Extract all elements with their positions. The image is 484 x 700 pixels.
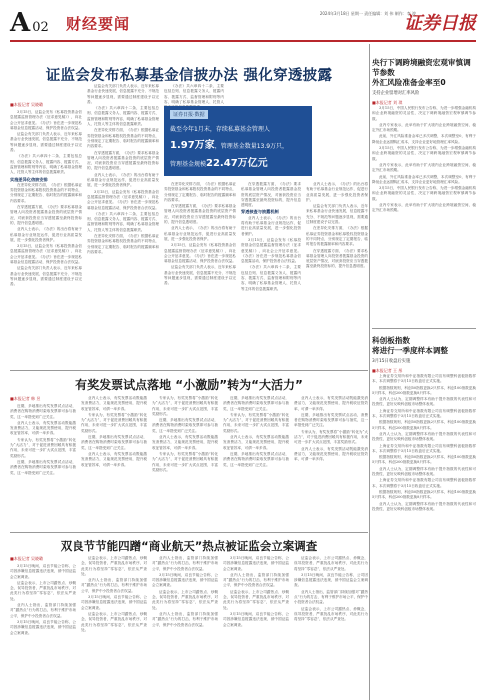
right-story-2-byline: ■本报记者 王 彤 bbox=[372, 368, 403, 373]
data-box-line-1: 截至今年1月末，存续私募基金管理人 bbox=[170, 126, 270, 133]
article-2-headline: 有奖发票试点落地 “小激励”转为“大活力” bbox=[75, 378, 303, 392]
right-story-1-byline: ■本报记者 刘 琪 bbox=[372, 100, 403, 105]
section-number: A 02 bbox=[10, 8, 49, 38]
lead-byline: ■本报记者 吴晓璐 bbox=[10, 102, 44, 107]
article-3-byline: ■本报记者 吴晓璐 bbox=[10, 556, 44, 561]
right-story-2 bbox=[372, 336, 476, 692]
right-story-1-body: 3月15日，中国人民银行发布公告称，为进一步增强金融机构和企业跨境融资的灵活性，决定下调跨境融资宏观审慎调节参数。 业内专家表示，此举有助于扩大境内企业跨境融资空间，稳定外汇市场预期。 此前，外汇风险准备金率已多次调整，本次调整至0，有利于降低企业远期购汇成本，支持企业更好地管理汇率风险。 3月15日，中国人民银行发布公告称，为进一步增强金融机构和企业跨境融资的灵活性，决定下调跨境融资宏观审慎调节参数。 业内专家表示，此举有助于扩大境内企业跨境融资空间，稳定外汇市场预期。 此前，外汇风险准备金率已多次调整，本次调整至0，有利于降低企业远期购汇成本，支持企业更好地管理汇率风险。 3月15日，中国人民银行发布公告称，为进一步增强金融机构和企业跨境融资的灵活性，决定下调跨境融资宏观审慎调节参数。 业内专家表示，此举有助于扩大境内企业跨境融资空间，稳定外汇市场预期。 bbox=[372, 106, 476, 213]
section-name: 财经要闻 bbox=[66, 15, 131, 33]
lead-column-3-top: 《办法》共六章四十二条，主要包括总则、信息披露义务人、披露内容、披露方式、监督管理和附则等内容，明确了私募基金管理人、托管人 bbox=[164, 84, 224, 104]
lead-column-3: 在差异化安排方面，《办法》根据私募证券投资基金和私募股权投资基金的不同特点，分别规定了定期报告、临时报告的披露频率和内容要求。 在穿透披露方面，《办法》要求私募基金管理人向投资者披露基金投资的底层资产情况，对嵌套投资应当穿透披露至最终投资标的，提升信息透明度。 业内人士表示，《办法》的出台将有助于私募基金行业规范运作，促进行业高质量发展，进一步强化投资者保护。 3月15日，证监会发布《私募投资基金信息披露监督管理办法（征求意见稿）》，向社会公开征求意见。《办法》旨在进一步规范私募基金信息披露活动，保护投资者合法权益。 证监会有关部门负责人表示，近年来私募基金行业快速发展，信息披露不充分、不规范等问题逐步显现，需要通过制度建设予以完善。 bbox=[164, 182, 236, 286]
right-story-2-note: 3月15日收盘后实施 bbox=[372, 359, 411, 364]
page-header bbox=[10, 8, 476, 42]
lead-subhead-1: 实施差异化信披安排 bbox=[10, 176, 48, 182]
publication-info: 2024年3月18日 星期一 责任编辑：刘 伟 制作：李 波 bbox=[319, 11, 416, 16]
right-story-1 bbox=[372, 58, 476, 318]
right-story-2-title: 科创板指数 bbox=[372, 336, 410, 345]
lead-article bbox=[10, 48, 368, 368]
right-story-1-subtitle: 外汇风险准备金率至0 bbox=[372, 78, 446, 87]
data-box-line-2: 1.97万家，管理基金数量13.9万只， bbox=[170, 140, 289, 151]
article-3-column-2: 证监会表示，上市公司蹭热点、炒概念，误导投资者，严重扰乱市场秩序，对此类行为将坚持“零容忍”，依法从严查处。 业内人士指出，监管部门持续加强对“蹭热点”行为的打击，有利于维护市场公平，保护中小投资者合法权益。 3月15日晚间，双良节能公告称，公司因涉嫌信息披露违法违规，被中国证监会立案调查。 证监会表示，上市公司蹭热点、炒概念，误导投资者，严重扰乱市场秩序，对此类行为将坚持“零容忍”，依法从严查处。 bbox=[81, 556, 147, 632]
article-3-column-4: 3月15日晚间，双良节能公告称，公司因涉嫌信息披露违法违规，被中国证监会立案调查。 业内人士指出，监管部门持续加强对“蹭热点”行为的打击，有利于维护市场公平，保护中小投资者合法权益。 证监会表示，上市公司蹭热点、炒概念，误导投资者，严重扰乱市场秩序，对此类行为将坚持“零容忍”，依法从严查处。 3月15日晚间，双良节能公告称，公司因涉嫌信息披露违法违规，被中国证监会立案调查。 bbox=[223, 556, 289, 627]
right-divider bbox=[372, 328, 476, 329]
column-divider bbox=[369, 44, 370, 700]
lead-column-5: 业内人士表示，《办法》的出台将有助于私募基金行业规范运作，促进行业高质量发展，进一步强化投资者保护。 证监会有关部门负责人表示，近年来私募基金行业快速发展，信息披露不充分、不规范等问题逐步显现，需要通过制度建设予以完善。 在差异化安排方面，《办法》根据私募证券投资基金和私募股权投资基金的不同特点，分别规定了定期报告、临时报告的披露频率和内容要求。 在穿透披露方面，《办法》要求私募基金管理人向投资者披露基金投资的底层资产情况，对嵌套投资应当穿透披露至最终投资标的，提升信息透明度。 bbox=[306, 182, 368, 269]
article-2-byline: ■本报记者 韩 昱 bbox=[10, 396, 41, 401]
article-2-column-5: 业内人士表示，有奖发票活动既能激发消费活力，又能规范发票使用，提升税收征管效率，可谓一举多得。 近期，多地推出有奖发票试点活动，消费者在购物消费时索取发票即可参与抽奖，这一举措受到广泛关注。 专家认为，有奖发票将“小激励”转化为“大活力”，对于促进消费回暖具有积极作用，未来可进一步扩大试点范围，丰富奖励形式。 业内人士表示，有奖发票活动既能激发消费活力，又能规范发票使用，提升税收征管效率，可谓一举多得。 bbox=[294, 396, 368, 462]
lead-column-2: 证监会有关部门负责人表示，近年来私募基金行业快速发展，信息披露不充分、不规范等问题逐步显现，需要通过制度建设予以完善。 《办法》共六章四十二条，主要包括总则、信息披露义务人、披露内容、披露方式、监督管理和附则等内容，明确了私募基金管理人、托管人等主体的信息披露职责。 在差异化安排方面，《办法》根据私募证券投资基金和私募股权投资基金的不同特点，分别规定了定期报告、临时报告的披露频率和内容要求。 在穿透披露方面，《办法》要求私募基金管理人向投资者披露基金投资的底层资产情况，对嵌套投资应当穿透披露至最终投资标的，提升信息透明度。 业内人士表示，《办法》的出台将有助于私募基金行业规范运作，促进行业高质量发展，进一步强化投资者保护。 3月15日，证监会发布《私募投资基金信息披露监督管理办法（征求意见稿）》，向社会公开征求意见。《办法》旨在进一步规范私募基金信息披露活动，保护投资者合法权益。 《办法》共六章四十二条，主要包括总则、信息披露义务人、披露内容、披露方式、监督管理和附则等内容，明确了私募基金管理人、托管人等主体的信息披露职责。 在差异化安排方面，《办法》根据私募证券投资基金和私募股权投资基金的不同特点，分别规定了定期报告、临时报告的披露频率和内容要求。 bbox=[87, 84, 159, 254]
right-story-1-title: 央行下调跨境融资宏观审慎调节参数 bbox=[372, 58, 471, 77]
right-story-2-body: 上海证券交易所和中证指数有限公司宣布调整科创板指数样本，本次调整将于3月15日收盘后正式实施。 根据指数规则，科创50指数更换2只样本，科创100指数更换5只样本，科创200指数更换8只样本。 业内人士认为，定期调整样本有助于提升指数的代表性和可投资性，更好反映科创板市场整体表现。 上海证券交易所和中证指数有限公司宣布调整科创板指数样本，本次调整将于3月15日收盘后正式实施。 根据指数规则，科创50指数更换2只样本，科创100指数更换5只样本，科创200指数更换8只样本。 业内人士认为，定期调整样本有助于提升指数的代表性和可投资性，更好反映科创板市场整体表现。 上海证券交易所和中证指数有限公司宣布调整科创板指数样本，本次调整将于3月15日收盘后正式实施。 根据指数规则，科创50指数更换2只样本，科创100指数更换5只样本，科创200指数更换8只样本。 业内人士认为，定期调整样本有助于提升指数的代表性和可投资性，更好反映科创板市场整体表现。 上海证券交易所和中证指数有限公司宣布调整科创板指数样本，本次调整将于3月15日收盘后正式实施。 根据指数规则，科创50指数更换2只样本，科创100指数更换5只样本，科创200指数更换8只样本。 业内人士认为，定期调整样本有助于提升指数的代表性和可投资性，更好反映科创板市场整体表现。 bbox=[372, 374, 476, 511]
header-rule bbox=[10, 40, 476, 42]
article-3-headline: 双良节节能四蹭“商业航天”热点被证监会立案调查 bbox=[60, 539, 318, 553]
lead-headline: 证监会发布私募基金信披办法 强化穿透披露 bbox=[45, 68, 333, 84]
right-column bbox=[372, 48, 476, 700]
article-3-column-1: 3月15日晚间，双良节能公告称，公司因涉嫌信息披露违法违规，被中国证监会立案调查。 证监会表示，上市公司蹭热点、炒概念，误导投资者，严重扰乱市场秩序，对此类行为将坚持“零容忍”，依法从严查处。 业内人士指出，监管部门持续加强对“蹭热点”行为的打击，有利于维护市场公平，保护中小投资者合法权益。 3月15日晚间，双良节能公告称，公司因涉嫌信息披露违法违规，被中国证监会立案调查。 bbox=[10, 564, 76, 635]
article-2-column-1: 近期，多地推出有奖发票试点活动，消费者在购物消费时索取发票即可参与抽奖，这一举措受到广泛关注。 业内人士表示，有奖发票活动既能激发消费活力，又能规范发票使用，提升税收征管效率，可谓一举多得。 专家认为，有奖发票将“小激励”转化为“大活力”，对于促进消费回暖具有积极作用，未来可进一步扩大试点范围，丰富奖励形式。 近期，多地推出有奖发票试点活动，消费者在购物消费时索取发票即可参与抽奖，这一举措受到广泛关注。 bbox=[10, 404, 76, 475]
right-story-2-subtitle: 将进行一季度样本调整 bbox=[372, 346, 448, 355]
lead-subhead-2: 穿透核查与披露机制 bbox=[241, 209, 279, 215]
article-3-rule bbox=[10, 532, 368, 533]
article-2-column-3: 专家认为，有奖发票将“小激励”转化为“大活力”，对于促进消费回暖具有积极作用，未来可进一步扩大试点范围，丰富奖励形式。 近期，多地推出有奖发票试点活动，消费者在购物消费时索取发票即可参与抽奖，这一举措受到广泛关注。 业内人士表示，有奖发票活动既能激发消费活力，又能规范发票使用，提升税收征管效率，可谓一举多得。 专家认为，有奖发票将“小激励”转化为“大活力”，对于促进消费回暖具有积极作用，未来可进一步扩大试点范围，丰富奖励形式。 bbox=[152, 396, 218, 472]
article-2-rule bbox=[10, 370, 368, 371]
data-highlight-box bbox=[164, 106, 312, 176]
article-3-column-3: 业内人士指出，监管部门持续加强对“蹭热点”行为的打击，有利于维护市场公平，保护中小投资者合法权益。 3月15日晚间，双良节能公告称，公司因涉嫌信息披露违法违规，被中国证监会立案调查。 证监会表示，上市公司蹭热点、炒概念，误导投资者，严重扰乱市场秩序，对此类行为将坚持“零容忍”，依法从严查处。 业内人士指出，监管部门持续加强对“蹭热点”行为的打击，有利于维护市场公平，保护中小投资者合法权益。 bbox=[152, 556, 218, 627]
right-story-1-note: 支持企业留增对汇率风险 bbox=[372, 91, 420, 96]
lead-column-1: 3月15日，证监会发布《私募投资基金信息披露监督管理办法（征求意见稿）》，向社会公开征求意见。《办法》旨在进一步规范私募基金信息披露活动，保护投资者合法权益。 证监会有关部门负责人表示，近年来私募基金行业快速发展，信息披露不充分、不规范等问题逐步显现，需要通过制度建设予以完善。 《办法》共六章四十二条，主要包括总则、信息披露义务人、披露内容、披露方式、监督管理和附则等内容，明确了私募基金管理人、托管人等主体的信息披露职责。 实施差异化信披安排 在差异化安排方面，《办法》根据私募证券投资基金和私募股权投资基金的不同特点，分别规定了定期报告、临时报告的披露频率和内容要求。 在穿透披露方面，《办法》要求私募基金管理人向投资者披露基金投资的底层资产情况，对嵌套投资应当穿透披露至最终投资标的，提升信息透明度。 业内人士表示，《办法》的出台将有助于私募基金行业规范运作，促进行业高质量发展，进一步强化投资者保护。 3月15日，证监会发布《私募投资基金信息披露监督管理办法（征求意见稿）》，向社会公开征求意见。《办法》旨在进一步规范私募基金信息披露活动，保护投资者合法权益。 证监会有关部门负责人表示，近年来私募基金行业快速发展，信息披露不充分、不规范等问题逐步显现，需要通过制度建设予以完善。 bbox=[10, 110, 82, 287]
article-3-column-5: 证监会表示，上市公司蹭热点、炒概念，误导投资者，严重扰乱市场秩序，对此类行为将坚持“零容忍”，依法从严查处。 3月15日晚间，双良节能公告称，公司因涉嫌信息披露违法违规，被中国证监会立案调查。 业内人士指出，监管部门持续加强对“蹭热点”行为的打击，有利于维护市场公平，保护中小投资者合法权益。 证监会表示，上市公司蹭热点、炒概念，误导投资者，严重扰乱市场秩序，对此类行为将坚持“零容忍”，依法从严查处。 bbox=[294, 556, 368, 622]
article-2-column-4: 近期，多地推出有奖发票试点活动，消费者在购物消费时索取发票即可参与抽奖，这一举措受到广泛关注。 专家认为，有奖发票将“小激励”转化为“大活力”，对于促进消费回暖具有积极作用，未来可进一步扩大试点范围，丰富奖励形式。 业内人士表示，有奖发票活动既能激发消费活力，又能规范发票使用，提升税收征管效率，可谓一举多得。 近期，多地推出有奖发票试点活动，消费者在购物消费时索取发票即可参与抽奖，这一举措受到广泛关注。 bbox=[223, 396, 289, 467]
article-2-column-2: 业内人士表示，有奖发票活动既能激发消费活力，又能规范发票使用，提升税收征管效率，可谓一举多得。 专家认为，有奖发票将“小激励”转化为“大活力”，对于促进消费回暖具有积极作用，未来可进一步扩大试点范围，丰富奖励形式。 近期，多地推出有奖发票试点活动，消费者在购物消费时索取发票即可参与抽奖，这一举措受到广泛关注。 业内人士表示，有奖发票活动既能激发消费活力，又能规范发票使用，提升税收征管效率，可谓一举多得。 bbox=[81, 396, 147, 467]
data-box-line-3: 管理基金规模22.47万亿元 bbox=[170, 158, 268, 169]
lead-column-4: 在穿透披露方面，《办法》要求私募基金管理人向投资者披露基金投资的底层资产情况，对嵌套投资应当穿透披露至最终投资标的，提升信息透明度。 穿透核查与披露机制 业内人士表示，《办法》的出台将有助于私募基金行业规范运作，促进行业高质量发展，进一步强化投资者保护。 3月15日，证监会发布《私募投资基金信息披露监督管理办法（征求意见稿）》，向社会公开征求意见。《办法》旨在进一步规范私募基金信息披露活动，保护投资者合法权益。 《办法》共六章四十二条，主要包括总则、信息披露义务人、披露内容、披露方式、监督管理和附则等内容，明确了私募基金管理人、托管人等主体的信息披露职责。 bbox=[241, 182, 301, 291]
data-box-tag: 证券日报·数据 bbox=[170, 110, 208, 119]
masthead-logo: 证券日报 bbox=[404, 13, 476, 34]
